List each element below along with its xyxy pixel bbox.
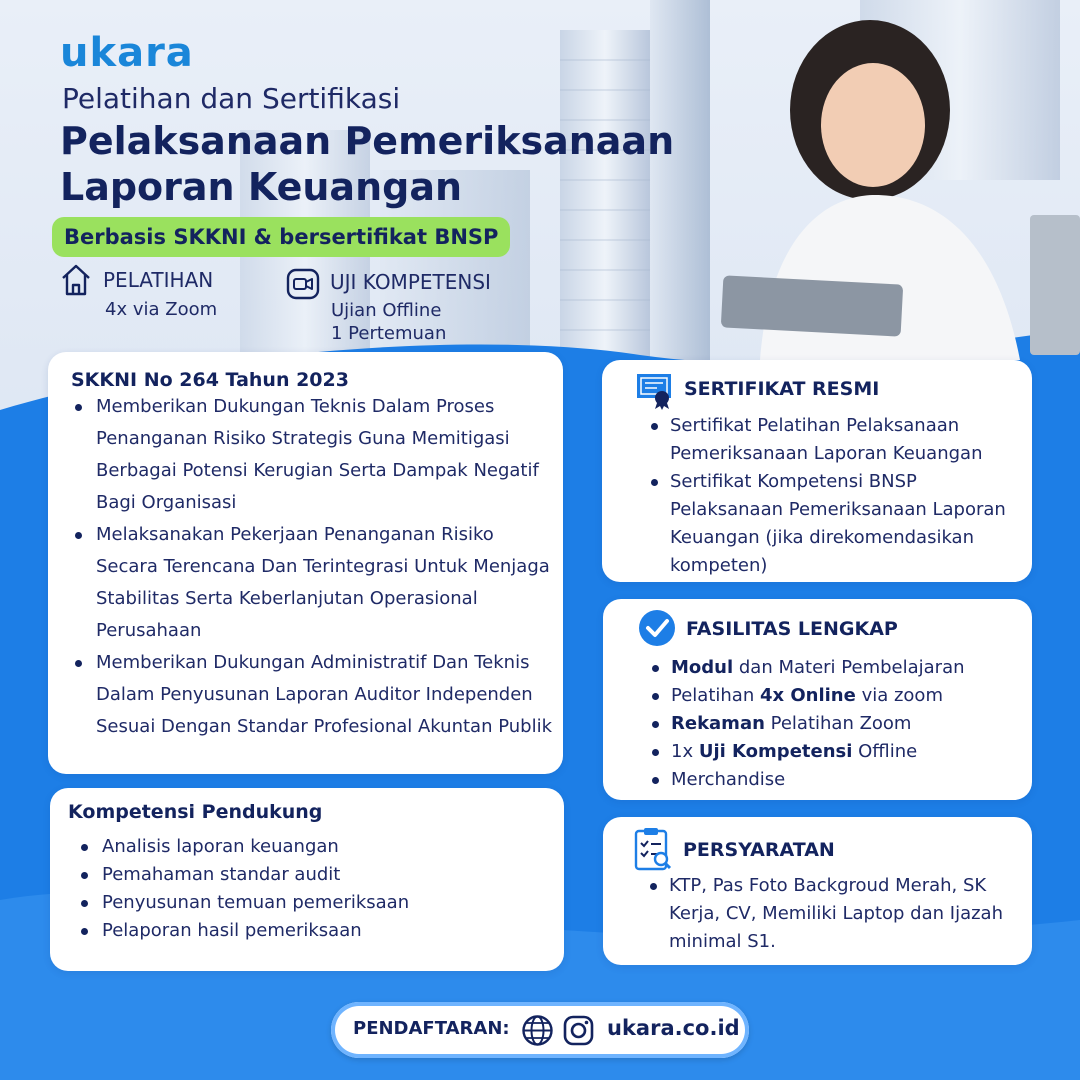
fasilitas-card	[603, 599, 1032, 800]
feature-uji-title: UJI KOMPETENSI	[330, 270, 491, 294]
certification-badge: Berbasis SKKNI & bersertifikat BNSP	[52, 217, 510, 257]
instagram-icon[interactable]	[562, 1014, 595, 1052]
title-line-1: Pelaksanaan Pemeriksanaan	[60, 119, 675, 163]
list-item: Pelatihan 4x Online via zoom	[603, 682, 1028, 710]
kompetensi-heading: Kompetensi Pendukung	[68, 801, 323, 823]
page-title	[60, 118, 740, 210]
feature-uji-detail-1: Ujian Offline	[331, 300, 442, 321]
list-item: KTP, Pas Foto Backgroud Merah, SK Kerja, CV, Memiliki Laptop dan Ijazah minimal S1.	[603, 872, 1013, 956]
skkni-heading: SKKNI No 264 Tahun 2023	[71, 369, 349, 391]
list-item: Modul dan Materi Pembelajaran	[603, 654, 1028, 682]
list-item: Sertifikat Kompetensi BNSP Pelaksanaan Pemeriksanaan Laporan Keuangan (jika direkomendasikan kompeten)	[602, 468, 1027, 580]
list-item: Sertifikat Pelatihan Pelaksanaan Pemeriksanaan Laporan Keuangan	[602, 412, 1027, 468]
brand-logo: ukara	[60, 30, 194, 76]
page-subtitle: Pelatihan dan Sertifikasi	[62, 82, 401, 115]
fasilitas-heading: FASILITAS LENGKAP	[686, 618, 898, 640]
title-line-2: Laporan Keuangan	[60, 165, 463, 209]
globe-icon[interactable]	[521, 1014, 554, 1052]
list-item: Memberikan Dukungan Administratif Dan Teknis Dalam Penyusunan Laporan Auditor Independen Sesuai Dengan Standar Profesional Akuntan Publik	[48, 647, 553, 743]
kompetensi-card	[50, 788, 564, 971]
fasilitas-list	[603, 654, 1028, 794]
home-icon	[60, 263, 92, 302]
video-camera-icon	[286, 268, 320, 305]
list-item: Rekaman Pelatihan Zoom	[603, 710, 1028, 738]
checklist-icon	[633, 826, 673, 877]
feature-pelatihan-title: PELATIHAN	[103, 268, 214, 292]
list-item: 1x Uji Kompetensi Offline	[603, 738, 1028, 766]
skkni-card	[48, 352, 563, 774]
list-item: Penyusunan temuan pemeriksaan	[50, 889, 550, 917]
registration-label: PENDAFTARAN:	[353, 1018, 510, 1039]
list-item: Melaksanakan Pekerjaan Penanganan Risiko Secara Terencana Dan Terintegrasi Untuk Menjaga Stabilitas Serta Keberlanjutan Operasional Perusahaan	[48, 519, 553, 647]
kompetensi-list	[50, 833, 550, 945]
website-link[interactable]: ukara.co.id	[607, 1016, 740, 1040]
persyaratan-heading: PERSYARATAN	[683, 839, 835, 861]
sertifikat-heading: SERTIFIKAT RESMI	[684, 378, 880, 400]
certificate-icon	[635, 370, 675, 415]
registration-bar	[331, 1002, 749, 1058]
feature-uji-detail-2: 1 Pertemuan	[331, 323, 447, 344]
persyaratan-list	[603, 872, 1013, 956]
feature-pelatihan-detail: 4x via Zoom	[105, 299, 218, 320]
list-item: Merchandise	[603, 766, 1028, 794]
list-item: Pelaporan hasil pemeriksaan	[50, 917, 550, 945]
list-item: Analisis laporan keuangan	[50, 833, 550, 861]
list-item: Pemahaman standar audit	[50, 861, 550, 889]
sertifikat-card	[602, 360, 1032, 582]
sertifikat-list	[602, 412, 1027, 580]
skkni-list	[48, 391, 553, 743]
persyaratan-card	[603, 817, 1032, 965]
list-item: Memberikan Dukungan Teknis Dalam Proses Penanganan Risiko Strategis Guna Memitigasi Berbagai Potensi Kerugian Serta Dampak Negatif Bagi Organisasi	[48, 391, 553, 519]
check-circle-icon	[637, 608, 677, 653]
